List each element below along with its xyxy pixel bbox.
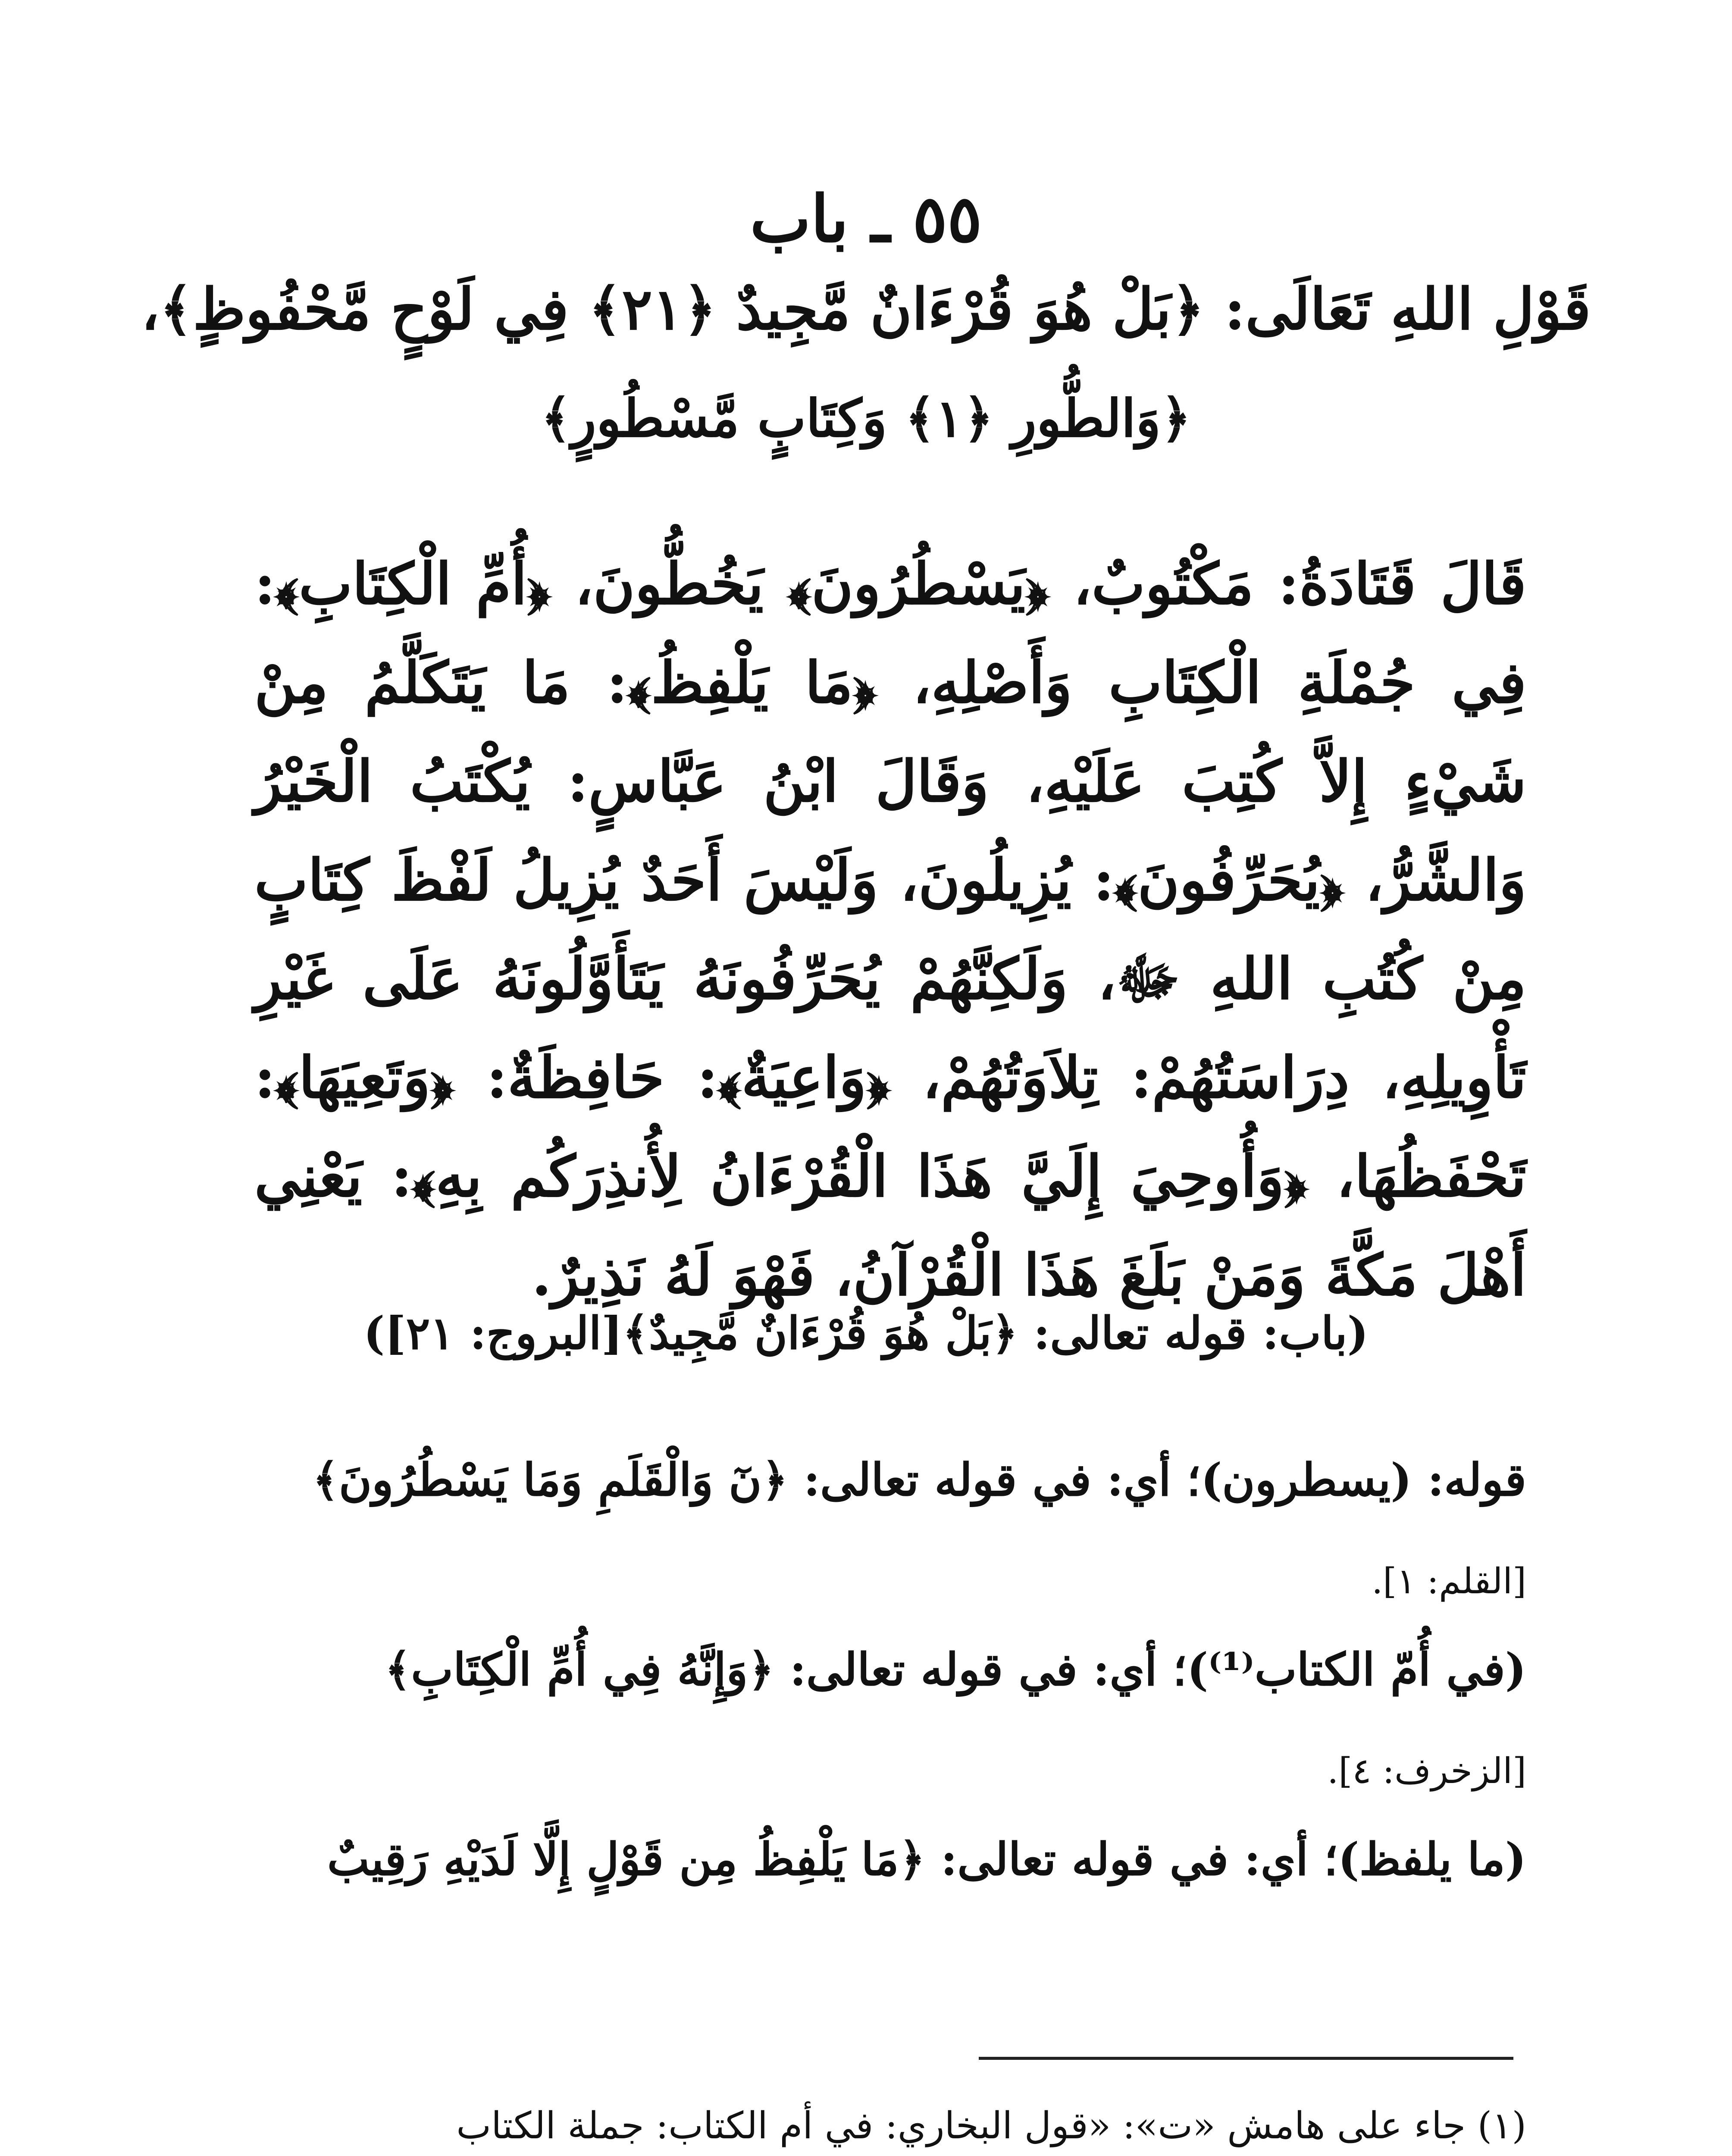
- commentary-line-2: (في أُمّ الكتاب⁽¹⁾)؛ أي: في قوله تعالى: ﴿وَإِنَّهُ فِي أُمِّ الْكِتَابِ﴾: [385, 1643, 1526, 1696]
- commentary-line-3: (ما يلفظ)؛ أي: في قوله تعالى: ﴿مَا يَلْفِظُ مِن قَوْلٍ إِلَّا لَدَيْهِ رَقِيبٌ: [327, 1833, 1526, 1886]
- footnote-line-1: (١) جاء على هامش «ت»: «قول البخاري: في أم الكتاب: جملة الكتاب: [456, 2104, 1526, 2147]
- commentary-line-1: قوله: (يسطرون)؛ أي: في قوله تعالى: ﴿نٓ وَالْقَلَمِ وَمَا يَسْطُرُونَ﴾: [312, 1453, 1526, 1506]
- commentary-reference-1: [القلم: ١].: [1372, 1561, 1526, 1602]
- main-paragraph: قَالَ قَتَادَةُ: مَكْتُوبٌ، ﴿يَسْطُرُونَ﴾ يَخُطُّونَ، ﴿أُمِّ الْكِتَابِ﴾: فِي جُمْلَةِ الْكِتَابِ وَأَصْلِهِ، ﴿مَا يَلْفِظُ﴾: مَا يَتَكَلَّمُ مِنْ شَيْءٍ إِلاَّ كُتِبَ عَلَيْهِ، وَقَالَ ابْنُ عَبَّاسٍ: يُكْتَبُ الْخَيْرُ وَالشَّرُّ، ﴿يُحَرِّفُونَ﴾: يُزِيلُونَ، وَلَيْسَ أَحَدٌ يُزِيلُ لَفْظَ كِتَابٍ مِنْ كُتُبِ اللهِ ﷻ، وَلَكِنَّهُمْ يُحَرِّفُونَهُ يَتَأَوَّلُونَهُ عَلَى غَيْرِ تَأْوِيلِهِ، دِرَاسَتُهُمْ: تِلاَوَتُهُمْ، ﴿وَاعِيَةٌ﴾: حَافِظَةٌ: ﴿وَتَعِيَهَا﴾: تَحْفَظُهَا، ﴿وَأُوحِيَ إِلَيَّ هَذَا الْقُرْءَانُ لِأُنذِرَكُم بِهِ﴾: يَعْنِي أَهْلَ مَكَّةَ وَمَنْ بَلَغَ هَذَا الْقُرْآنُ، فَهْوَ لَهُ نَذِيرٌ.: [254, 551, 1526, 1309]
- commentary-reference-2: [الزخرف: ٤].: [1327, 1751, 1526, 1792]
- section-title: (باب: قوله تعالى: ﴿بَلْ هُوَ قُرْءَانٌ مَّجِيدٌ﴾[البروج: ٢١]): [363, 1307, 1369, 1360]
- chapter-subtitle: ﴿وَالطُّورِ ﴿١﴾ وَكِتَابٍ مَّسْطُورٍ﴾: [541, 388, 1191, 449]
- footnote-divider: [979, 2057, 1513, 2060]
- chapter-number: ٥٥ ـ باب: [750, 181, 982, 257]
- chapter-title: قَوْلِ اللهِ تَعَالَى: ﴿بَلْ هُوَ قُرْءَانٌ مَّجِيدٌ ﴿٢١﴾ فِي لَوْحٍ مَّحْفُوظٍ﴾،: [141, 276, 1591, 343]
